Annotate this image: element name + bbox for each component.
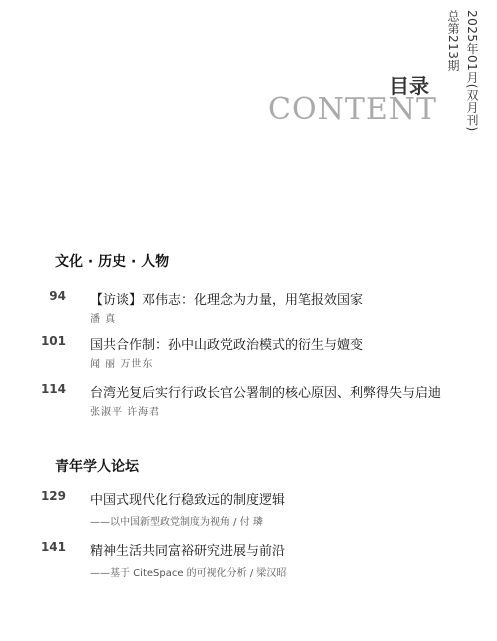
article-author: 潘 真	[90, 314, 117, 325]
page-number: 129	[40, 489, 66, 503]
page-number: 101	[40, 334, 66, 348]
page-number: 114	[40, 382, 66, 396]
article-title[interactable]: 国共合作制：孙中山政党政治模式的衍生与嬗变	[90, 338, 364, 353]
issue-total: 总第213期	[446, 10, 460, 72]
article-author: 闻 丽 万世东	[90, 359, 154, 370]
section-title-culture-history-people: 文化 · 历史 · 人物	[55, 254, 170, 270]
page-title-english: CONTENT	[268, 92, 437, 127]
section-title-young-scholars-forum: 青年学人论坛	[55, 459, 139, 475]
page-number: 141	[40, 540, 66, 554]
article-author: 张淑平 许海君	[90, 407, 161, 418]
article-title[interactable]: 中国式现代化行稳致远的制度逻辑	[90, 493, 286, 508]
issue-date: 2025年01月(双月刊)	[465, 10, 479, 132]
page-title-chinese: 目录	[389, 74, 429, 98]
article-title[interactable]: 【访谈】邓伟志：化理念为力量，用笔报效国家	[90, 293, 364, 308]
article-subtitle-author: ——基于 CiteSpace 的可视化分析 / 梁汉昭	[90, 568, 287, 579]
article-subtitle-author: ——以中国新型政党制度为视角 / 付 璘	[90, 517, 263, 528]
article-title[interactable]: 台湾光复后实行行政长官公署制的核心原因、利弊得失与启迪	[90, 386, 442, 401]
page-number: 94	[49, 289, 66, 303]
article-title[interactable]: 精神生活共同富裕研究进展与前沿	[90, 544, 286, 559]
